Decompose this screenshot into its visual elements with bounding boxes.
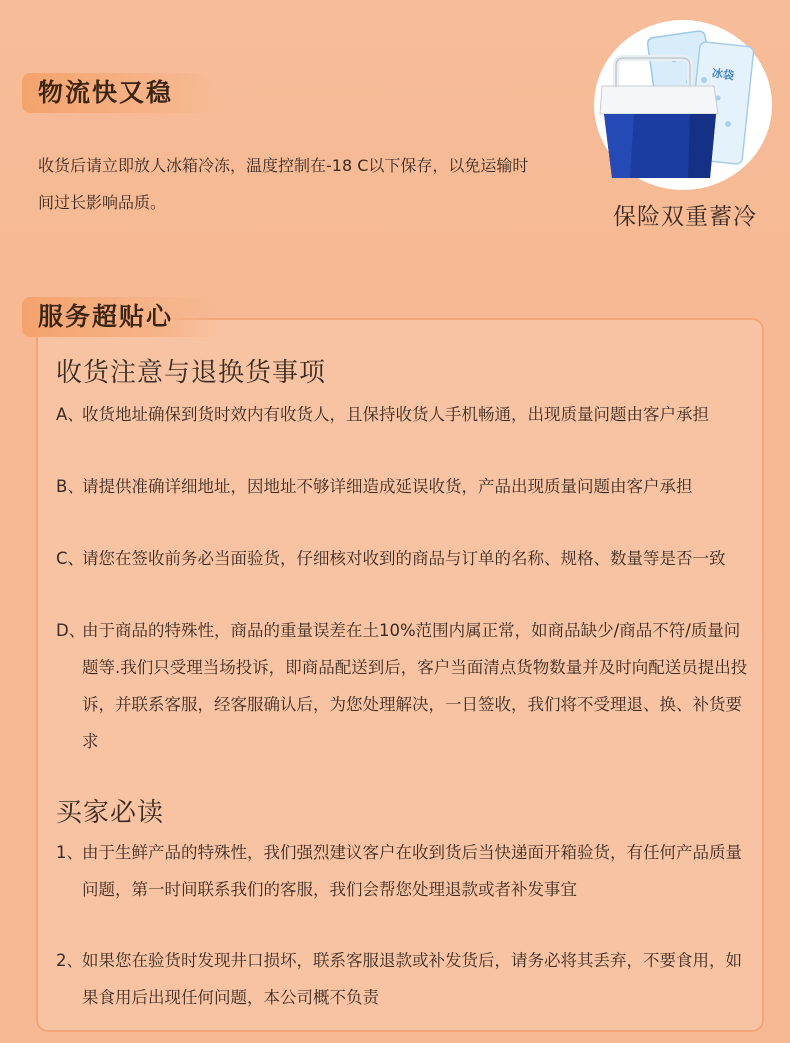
ice-pack-label: 冰袋 [711,66,735,83]
storage-instructions: 收货后请立即放人冰箱冷冻，温度控制在-18 C以下保存，以免运输时间过长影响品质。 [38,156,529,212]
buyer-must-read-title: 买家必读 [56,798,165,828]
cooler-caption: 保险双重蓄冷 [613,204,757,230]
item-marker: 1、 [56,843,83,862]
cooler-box-icon [594,20,776,190]
cooler-image [594,20,776,190]
receive-item [56,396,756,433]
item-marker: D、 [56,621,86,640]
receive-item [56,612,756,760]
must-read-item [56,834,756,908]
item-marker: A、 [56,405,84,424]
item-text: 请提供准确详细地址，因地址不够详细造成延误收货，产品出现质量问题由客户承担 [82,477,693,496]
item-marker: C、 [56,549,85,568]
receive-returns-title: 收货注意与退换货事项 [56,358,327,388]
logistics-badge: 物流快又稳 [22,73,222,113]
item-text: 如果您在验货时发现井口损坏，联系客服退款或补发货后，请务必将其丢弃，不要食用，如果食用后出现任何问题，本公司概不负责 [82,951,742,1007]
item-text: 收货地址确保到货时效内有收货人，且保持收货人手机畅通，出现质量问题由客户承担 [82,405,709,424]
must-read-item [56,942,756,1016]
item-text: 由于商品的特殊性，商品的重量误差在土10%范围内属正常，如商品缺少/商品不符/质量问题等.我们只受理当场投诉，即商品配送到后，客户当面清点货物数量并及时向配送员提出投诉，并联系客服，经客服确认后，为您处理解决，一日签收，我们将不受理退、换、补货要求 [82,621,748,751]
receive-item [56,468,756,505]
item-text: 请您在签收前务必当面验货，仔细核对收到的商品与订单的名称、规格、数量等是否一致 [82,549,726,568]
service-badge: 服务超贴心 [22,297,222,337]
item-marker: B、 [56,477,84,496]
item-text: 由于生鲜产品的特殊性，我们强烈建议客户在收到货后当快递面开箱验货，有任何产品质量问题，第一时间联系我们的客服，我们会帮您处理退款或者补发事宜 [82,843,742,899]
receive-item [56,540,756,577]
item-marker: 2、 [56,951,83,970]
